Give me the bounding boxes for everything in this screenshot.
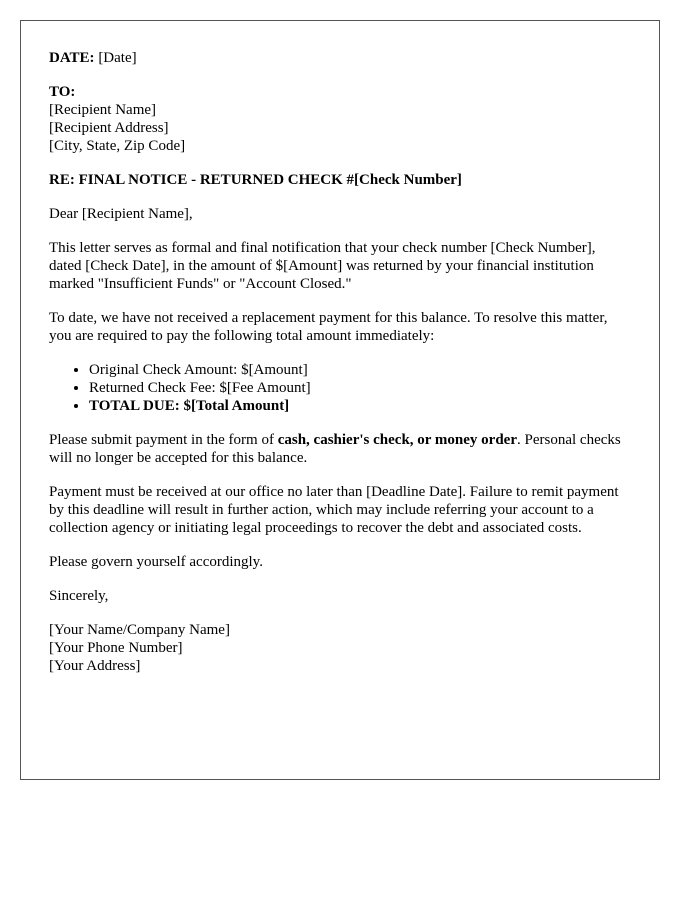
paragraph-notification: This letter serves as formal and final notification that your check number [Check Number], dated [Check Date], in the amount of $[Amount] was returned by your financial institution marked "Insufficient Funds" or "Account Closed.": [49, 240, 596, 292]
signature-block: [49, 621, 631, 675]
paragraph-payment-form: [49, 431, 631, 467]
date-label: DATE:: [49, 50, 95, 66]
date-line: [49, 49, 631, 67]
signature-name: [Your Name/Company Name]: [49, 622, 230, 638]
paragraph-deadline: Payment must be received at our office no later than [Deadline Date]. Failure to remit payment by this deadline will result in further action, which may include referring your account to a collection agency or initiating legal proceedings to recover the debt and associated costs.: [49, 484, 619, 536]
payment-form-text-after: . Personal checks will no longer be accepted for this balance.: [49, 432, 621, 466]
subject-line: RE: FINAL NOTICE - RETURNED CHECK #[Check Number]: [49, 172, 462, 188]
list-item-original-amount: • Original Check Amount: $[Amount]: [89, 361, 631, 379]
list-item-total-due: • TOTAL DUE: $[Total Amount]: [89, 397, 631, 415]
letter-page: [20, 20, 660, 780]
to-label: TO:: [49, 84, 76, 100]
closing: Sincerely,: [49, 588, 109, 604]
signature-phone: [Your Phone Number]: [49, 640, 183, 656]
list-item-fee: • Returned Check Fee: $[Fee Amount]: [89, 379, 631, 397]
recipient-city-state-zip: [City, State, Zip Code]: [49, 138, 186, 154]
payment-form-methods: cash, cashier's check, or money order: [277, 432, 517, 448]
amount-list: [49, 361, 631, 415]
payment-form-text-before: Please submit payment in the form of: [49, 432, 278, 448]
salutation: Dear [Recipient Name],: [49, 206, 193, 222]
date-value: [Date]: [98, 50, 137, 66]
paragraph-govern: Please govern yourself accordingly.: [49, 554, 263, 570]
signature-address: [Your Address]: [49, 658, 141, 674]
recipient-block: [49, 83, 631, 155]
recipient-address: [Recipient Address]: [49, 120, 169, 136]
recipient-name: [Recipient Name]: [49, 102, 157, 118]
paragraph-payment-required: To date, we have not received a replacement payment for this balance. To resolve this matter, you are required to pay the following total amount immediately:: [49, 310, 608, 344]
